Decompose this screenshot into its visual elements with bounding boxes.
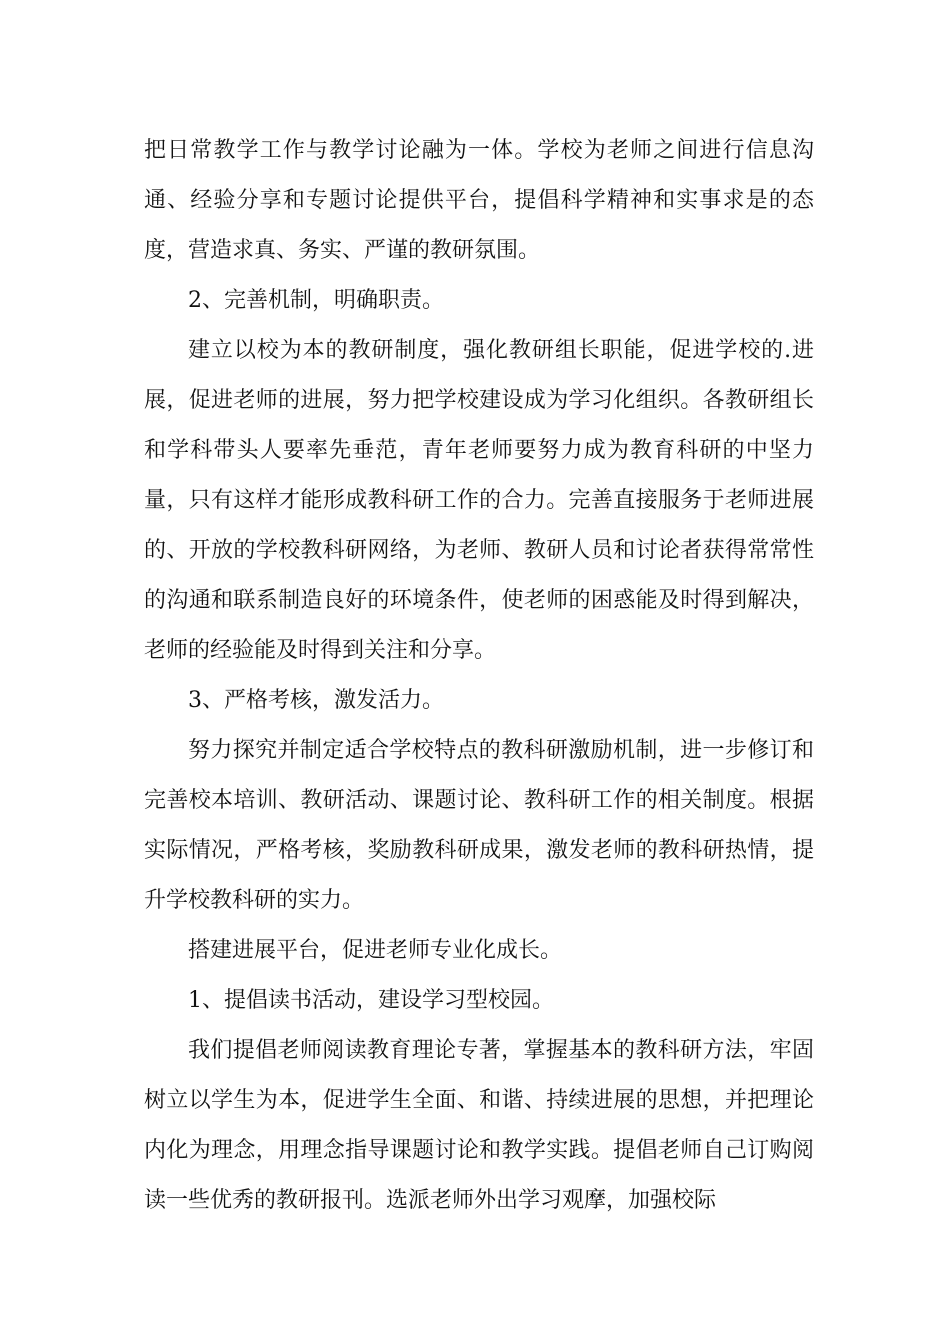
section-heading-development-platform: 搭建进展平台，促进老师专业化成长。 bbox=[188, 938, 563, 963]
paragraph-reading-advocacy: 我们提倡老师阅读教育理论专著，掌握基本的教科研方法，牢固树立以学生为本，促进学生全面、和谐、持续进展的思想，并把理论内化为理念，用理念指导课题讨论和教学实践。提倡老师自己订购阅读一些优秀的教研报刊。选派老师外出学习观摩，加强校际 bbox=[144, 1038, 814, 1213]
paragraph-continuation: 把日常教学工作与教学讨论融为一体。学校为老师之间进行信息沟通、经验分享和专题讨论提供平台，提倡科学精神和实事求是的态度，营造求真、务实、严谨的教研氛围。 bbox=[144, 138, 814, 263]
section-heading-strict-assessment: 3、严格考核，激发活力。 bbox=[188, 688, 444, 713]
document-body bbox=[144, 126, 814, 1226]
section-heading-improve-mechanism: 2、完善机制，明确职责。 bbox=[188, 288, 444, 313]
section-heading-reading-activity: 1、提倡读书活动，建设学习型校园。 bbox=[188, 988, 554, 1013]
paragraph-research-system: 建立以校为本的教研制度，强化教研组长职能，促进学校的.进展，促进老师的进展，努力把学校建设成为学习化组织。各教研组长和学科带头人要率先垂范，青年老师要努力成为教育科研的中坚力量，只有这样才能形成教科研工作的合力。完善直接服务于老师进展的、开放的学校教科研网络，为老师、教研人员和讨论者获得常常性的沟通和联系制造良好的环境条件，使老师的困惑能及时得到解决，老师的经验能及时得到关注和分享。 bbox=[144, 338, 814, 663]
paragraph-incentive-mechanism: 努力探究并制定适合学校特点的教科研激励机制，进一步修订和完善校本培训、教研活动、课题讨论、教科研工作的相关制度。根据实际情况，严格考核，奖励教科研成果，激发老师的教科研热情，提升学校教科研的实力。 bbox=[144, 738, 814, 913]
